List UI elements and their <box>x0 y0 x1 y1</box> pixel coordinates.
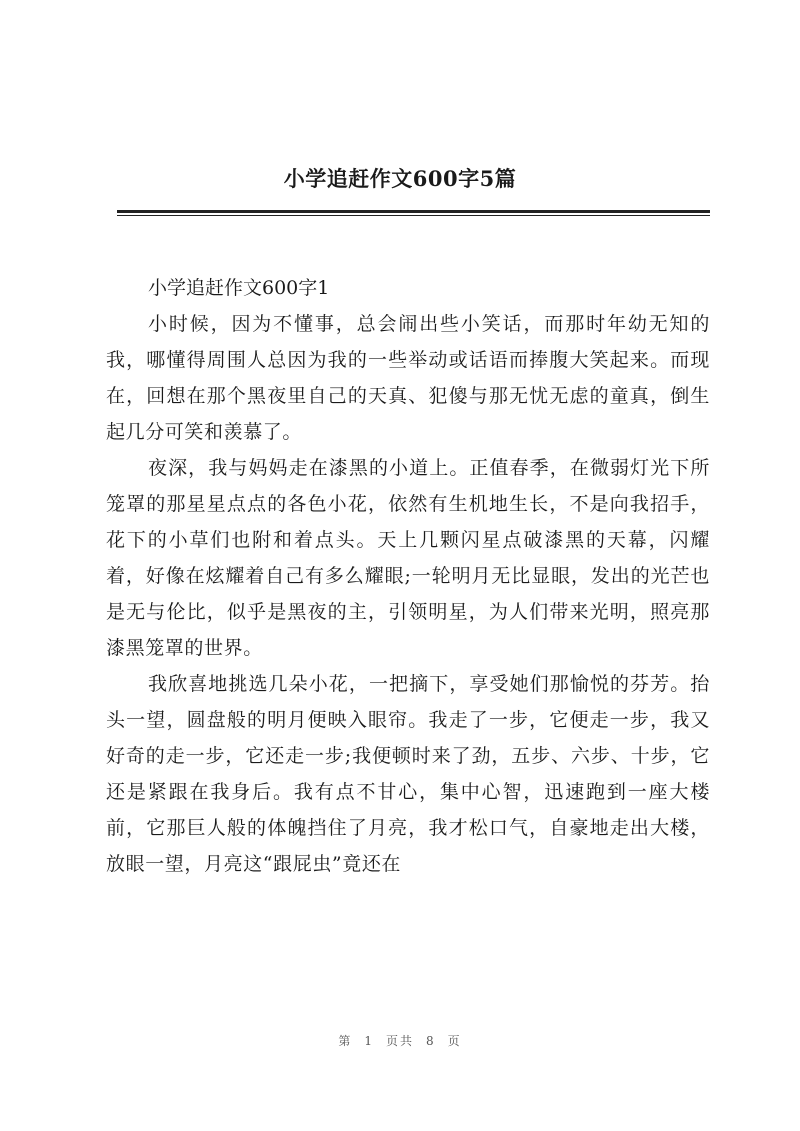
title-divider-thin <box>117 215 710 216</box>
document-body <box>106 270 710 882</box>
title-divider-thick <box>117 210 710 213</box>
paragraph: 我欣喜地挑选几朵小花，一把摘下，享受她们那愉悦的芬芳。抬头一望，圆盘般的明月便映入眼帘。我走了一步，它便走一步，我又好奇的走一步，它还走一步;我便顿时来了劲，五步、六步、十步，它还是紧跟在我身后。我有点不甘心，集中心智，迅速跑到一座大楼前，它那巨人般的体魄挡住了月亮，我才松口气，自豪地走出大楼，放眼一望，月亮这“跟屁虫”竟还在 <box>106 673 710 875</box>
footer-suffix: 页 <box>447 1034 462 1048</box>
section-heading: 小学追赶作文600字1 <box>148 277 330 299</box>
footer-prefix: 第 <box>338 1034 353 1048</box>
footer-current-page: 1 <box>364 1034 374 1048</box>
paragraph: 夜深，我与妈妈走在漆黑的小道上。正值春季，在微弱灯光下所笼罩的那星星点点的各色小花，依然有生机地生长，不是向我招手，花下的小草们也附和着点头。天上几颗闪星点破漆黑的天幕，闪耀着，好像在炫耀着自己有多么耀眼;一轮明月无比显眼，发出的光芒也是无与伦比，似乎是黑夜的主，引领明星，为人们带来光明，照亮那漆黑笼罩的世界。 <box>106 457 710 659</box>
paragraph: 小时候，因为不懂事，总会闹出些小笑话，而那时年幼无知的我，哪懂得周围人总因为我的一些举动或话语而捧腹大笑起来。而现在，回想在那个黑夜里自己的天真、犯傻与那无忧无虑的童真，倒生起几分可笑和羡慕了。 <box>106 313 710 443</box>
footer-total-pages: 8 <box>426 1034 436 1048</box>
page-footer <box>0 1032 800 1049</box>
document-title: 小学追赶作文600字5篇 <box>283 166 517 191</box>
footer-mid: 页共 <box>385 1034 414 1048</box>
